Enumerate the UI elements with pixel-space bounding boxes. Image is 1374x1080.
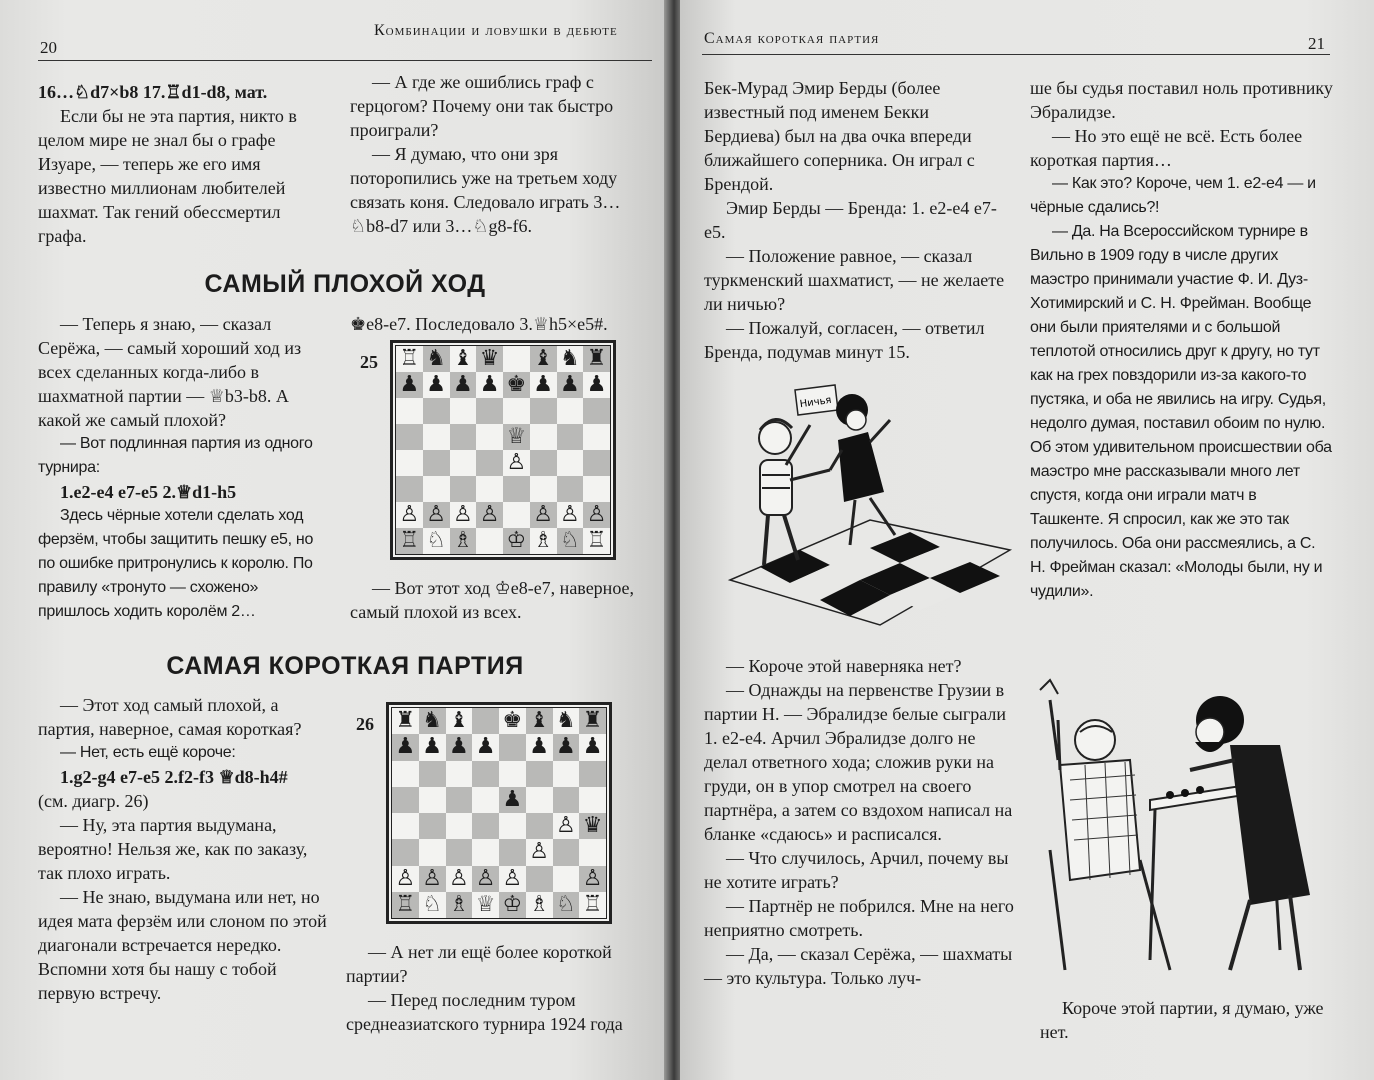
chess-piece: ♔ bbox=[503, 528, 530, 554]
chess-piece: ♞ bbox=[419, 708, 446, 734]
chess-square bbox=[499, 813, 526, 839]
paragraph: — Нет, есть ещё короче: bbox=[60, 744, 236, 761]
paragraph: — Однажды на первенстве Грузии в партии Н. — Эбралидзе белые сыграли 1. e2-e4. Арчил Эбралидзе долго не делал ответного хода; сложив руки на груди, он в упор смотрел на своего партнёра, а затем со вздохом написал на бланке «сдаюсь» и расписался. bbox=[704, 680, 1013, 844]
chess-piece: ♟ bbox=[446, 734, 473, 760]
chess-piece: ♗ bbox=[526, 892, 553, 918]
paragraph: — Ну, эта партия выдумана, вероятно! Нельзя же, как по заказу, так плохо играть. bbox=[38, 815, 308, 883]
right-head-rule bbox=[702, 54, 1330, 55]
cartoon-handshake-draw bbox=[720, 380, 1020, 630]
chess-square bbox=[557, 450, 584, 476]
left-head-rule bbox=[38, 60, 652, 61]
chess-square bbox=[472, 813, 499, 839]
chess-piece: ♕ bbox=[503, 424, 530, 450]
chess-piece: ♝ bbox=[530, 346, 557, 372]
chess-square bbox=[472, 839, 499, 865]
chess-piece: ♟ bbox=[499, 787, 526, 813]
paragraph: (см. диагр. 26) bbox=[38, 791, 149, 811]
chess-piece: ♙ bbox=[526, 839, 553, 865]
diagram-25-number: 25 bbox=[360, 352, 378, 372]
chess-square bbox=[476, 424, 503, 450]
chess-piece: ♖ bbox=[392, 892, 419, 918]
chess-piece: ♖ bbox=[579, 892, 606, 918]
chess-square bbox=[530, 398, 557, 424]
chess-square bbox=[526, 761, 553, 787]
chess-piece: ♚ bbox=[499, 708, 526, 734]
chess-square bbox=[503, 398, 530, 424]
chess-square bbox=[423, 398, 450, 424]
chess-square bbox=[499, 734, 526, 760]
chess-piece: ♟ bbox=[476, 372, 503, 398]
right-column2-bottom bbox=[1040, 996, 1340, 1044]
paragraph: — А нет ли ещё более короткой партии? bbox=[346, 942, 612, 986]
chess-piece: ♙ bbox=[503, 450, 530, 476]
chess-square bbox=[503, 476, 530, 502]
chess-square bbox=[392, 761, 419, 787]
chess-piece: ♟ bbox=[526, 734, 553, 760]
chess-piece: ♜ bbox=[392, 708, 419, 734]
draw-flag-text: Ничья bbox=[799, 394, 833, 411]
chess-square bbox=[503, 502, 530, 528]
chess-square bbox=[553, 787, 580, 813]
chess-square bbox=[503, 346, 530, 372]
chess-square bbox=[423, 476, 450, 502]
chess-square bbox=[423, 424, 450, 450]
chess-piece: ♙ bbox=[419, 866, 446, 892]
left-column1-top bbox=[38, 80, 330, 248]
chess-square bbox=[396, 398, 423, 424]
chess-square bbox=[446, 761, 473, 787]
chess-square bbox=[583, 450, 610, 476]
chess-square bbox=[553, 866, 580, 892]
chess-piece: ♙ bbox=[396, 502, 423, 528]
paragraph: — Но это ещё не всё. Есть более короткая партия… bbox=[1030, 126, 1303, 170]
chess-square bbox=[530, 476, 557, 502]
chess-square bbox=[419, 813, 446, 839]
chess-square bbox=[472, 787, 499, 813]
paragraph: — Теперь я знаю, — сказал Серёжа, — самый хороший ход из всех сделанных когда-либо в шахматной партии — ♕b3-b8. А какой же самый плохой? bbox=[38, 314, 302, 430]
chess-square bbox=[530, 450, 557, 476]
chess-square bbox=[557, 398, 584, 424]
left-running-head: Комбинации и ловушки в дебюте bbox=[374, 22, 618, 39]
paragraph: — Вот подлинная партия из одного турнира: bbox=[38, 435, 313, 476]
chess-piece: ♜ bbox=[583, 346, 610, 372]
chess-piece: ♖ bbox=[396, 528, 423, 554]
chess-piece: ♟ bbox=[530, 372, 557, 398]
paragraph: Короче этой партии, я думаю, уже нет. bbox=[1040, 998, 1324, 1042]
chess-piece: ♕ bbox=[472, 892, 499, 918]
chess-square bbox=[392, 787, 419, 813]
right-column1-bottom bbox=[704, 654, 1016, 990]
chess-square bbox=[472, 708, 499, 734]
right-column1-top bbox=[704, 76, 1008, 364]
chess-square bbox=[579, 787, 606, 813]
left-column1-bottom bbox=[38, 693, 330, 1005]
paragraph: 16…♘d7×b8 17.♖d1-d8, мат. bbox=[38, 82, 268, 102]
chess-square bbox=[583, 476, 610, 502]
chess-square bbox=[583, 398, 610, 424]
chess-piece: ♗ bbox=[446, 892, 473, 918]
chess-square bbox=[476, 398, 503, 424]
chess-piece: ♟ bbox=[392, 734, 419, 760]
paragraph: — Что случилось, Арчил, почему вы не хотите играть? bbox=[704, 848, 1009, 892]
chess-square bbox=[526, 787, 553, 813]
chess-piece: ♞ bbox=[553, 708, 580, 734]
chess-square bbox=[423, 450, 450, 476]
chess-square bbox=[557, 424, 584, 450]
chess-square bbox=[583, 424, 610, 450]
paragraph: — Да, — сказал Серёжа, — шахматы — это культура. Только луч- bbox=[704, 944, 1013, 988]
paragraph: — Я думаю, что они зря поторопились уже на третьем ходу связать коня. Следовало играть 3…♘b8-d7 или 3…♘g8-f6. bbox=[350, 144, 621, 236]
chess-square bbox=[450, 450, 477, 476]
left-column2-middle bbox=[350, 312, 650, 336]
chess-square bbox=[553, 761, 580, 787]
chess-square bbox=[499, 761, 526, 787]
chess-square bbox=[499, 839, 526, 865]
chess-piece: ♙ bbox=[579, 866, 606, 892]
paragraph: — Пожалуй, согласен, — ответил Бренда, подумав минут 15. bbox=[704, 318, 985, 362]
heading-shortest-game: САМАЯ КОРОТКАЯ ПАРТИЯ bbox=[166, 652, 524, 680]
chess-square bbox=[396, 476, 423, 502]
chess-square bbox=[476, 528, 503, 554]
chess-piece: ♟ bbox=[450, 372, 477, 398]
chess-square bbox=[450, 476, 477, 502]
right-page-number: 21 bbox=[1308, 34, 1325, 53]
chess-piece: ♙ bbox=[530, 502, 557, 528]
chess-square bbox=[526, 813, 553, 839]
chess-square bbox=[419, 787, 446, 813]
heading-worst-move: САМЫЙ ПЛОХОЙ ХОД bbox=[204, 270, 486, 298]
paragraph: — Перед последним туром среднеазиатского турнира 1924 года bbox=[346, 990, 623, 1034]
chess-piece: ♟ bbox=[553, 734, 580, 760]
chess-square bbox=[392, 839, 419, 865]
chess-square bbox=[553, 839, 580, 865]
chess-piece: ♝ bbox=[526, 708, 553, 734]
paragraph: — Короче этой наверняка нет? bbox=[726, 656, 962, 676]
chess-piece: ♗ bbox=[450, 528, 477, 554]
chess-square bbox=[419, 761, 446, 787]
chess-diagram-25 bbox=[390, 340, 616, 560]
paragraph: Здесь чёрные хотели сделать ход ферзём, чтобы защитить пешку e5, но по ошибке притронулись к королю. По правилу «тронуто — схожено» пришлось ходить королём 2… bbox=[38, 507, 314, 620]
chess-piece: ♟ bbox=[583, 372, 610, 398]
paragraph: Эмир Берды — Бренда: 1. e2-e4 e7-e5. bbox=[704, 198, 997, 242]
chess-piece: ♘ bbox=[557, 528, 584, 554]
chess-square bbox=[557, 476, 584, 502]
chess-square bbox=[446, 813, 473, 839]
chess-piece: ♙ bbox=[450, 502, 477, 528]
paragraph: — Не знаю, выдумана или нет, но идея мата ферзём или слоном по этой диагонали встречается нередко. Вспомни хотя бы нашу с тобой первую встречу. bbox=[38, 887, 327, 1003]
right-column2-top bbox=[1030, 76, 1334, 604]
paragraph: — Этот ход самый плохой, а партия, наверное, самая короткая? bbox=[38, 695, 302, 739]
chess-square bbox=[392, 813, 419, 839]
chess-piece: ♝ bbox=[450, 346, 477, 372]
left-column2-top bbox=[350, 70, 650, 238]
chess-piece: ♟ bbox=[579, 734, 606, 760]
chess-piece: ♞ bbox=[423, 346, 450, 372]
chess-square bbox=[450, 398, 477, 424]
chess-piece: ♙ bbox=[392, 866, 419, 892]
paragraph: — А где же ошиблись граф с герцогом? Почему они так быстро проиграли? bbox=[350, 72, 614, 140]
chess-piece: ♝ bbox=[446, 708, 473, 734]
chess-piece: ♙ bbox=[583, 502, 610, 528]
chess-piece: ♖ bbox=[396, 346, 423, 372]
chess-piece: ♙ bbox=[446, 866, 473, 892]
chess-piece: ♗ bbox=[530, 528, 557, 554]
left-column2-after-diagram bbox=[350, 576, 650, 624]
paragraph: — Вот этот ход ♔e8-e7, наверное, самый плохой из всех. bbox=[350, 578, 635, 622]
paragraph: Если бы не эта партия, никто в целом мире не знал бы о графе Изуаре, — теперь же его имя известно миллионам любителей шахмат. Так гений обессмертил графа. bbox=[38, 106, 297, 246]
left-page-number: 20 bbox=[40, 38, 57, 57]
chess-square bbox=[446, 839, 473, 865]
right-running-head: Самая короткая партия bbox=[704, 30, 880, 47]
chess-square bbox=[579, 839, 606, 865]
chess-square bbox=[450, 424, 477, 450]
chess-square bbox=[396, 424, 423, 450]
chess-piece: ♔ bbox=[499, 892, 526, 918]
chess-square bbox=[530, 424, 557, 450]
chess-piece: ♞ bbox=[557, 346, 584, 372]
paragraph: — Положение равное, — сказал туркменский шахматист, — не желаете ли ничью? bbox=[704, 246, 1005, 314]
diagram-26-number: 26 bbox=[356, 714, 374, 734]
chess-piece: ♜ bbox=[579, 708, 606, 734]
chess-piece: ♙ bbox=[472, 866, 499, 892]
chess-piece: ♚ bbox=[503, 372, 530, 398]
paragraph: ♚e8-e7. Последовало 3.♕h5×e5#. bbox=[350, 314, 608, 334]
chess-piece: ♘ bbox=[419, 892, 446, 918]
paragraph: — Да. На Всероссийском турнире в Вильно в 1909 году в числе других маэстро принимали участие Ф. И. Дуз-Хотимирский и С. Н. Фрейман. Вообще они были приятелями и с большой теплотой относились друг к другу, но тут как на грех повздорили из-за какого-то пустяка, и оба не явились на игру. Судья, недолго думая, поставил обоим по нулю. Об этом удивительном происшествии оба маэстро мне рассказывали много лет спустя, когда они играли матч в Ташкенте. Я спросил, как же это так получилось. Оба они рассмеялись, а С. Н. Фрейман сказал: «Молоды были, ну и чудили». bbox=[1030, 223, 1332, 600]
chess-diagram-26 bbox=[386, 702, 612, 924]
paragraph: ше бы судья поставил ноль противнику Эбралидзе. bbox=[1030, 78, 1333, 122]
paragraph: — Как это? Короче, чем 1. e2-e4 — и чёрные сдались?! bbox=[1030, 175, 1316, 216]
chess-piece: ♟ bbox=[557, 372, 584, 398]
chess-square bbox=[476, 476, 503, 502]
chess-piece: ♙ bbox=[557, 502, 584, 528]
chess-piece: ♟ bbox=[423, 372, 450, 398]
chess-piece: ♘ bbox=[423, 528, 450, 554]
chess-square bbox=[446, 787, 473, 813]
chess-piece: ♙ bbox=[423, 502, 450, 528]
chess-square bbox=[396, 450, 423, 476]
chess-square bbox=[526, 866, 553, 892]
paragraph: — Партнёр не побрился. Мне на него неприятно смотреть. bbox=[704, 896, 1014, 940]
chess-square bbox=[472, 761, 499, 787]
chess-piece: ♙ bbox=[553, 813, 580, 839]
chess-piece: ♘ bbox=[553, 892, 580, 918]
chess-piece: ♖ bbox=[583, 528, 610, 554]
chess-square bbox=[476, 450, 503, 476]
chess-piece: ♛ bbox=[476, 346, 503, 372]
chess-piece: ♙ bbox=[499, 866, 526, 892]
chess-piece: ♛ bbox=[579, 813, 606, 839]
paragraph: 1.e2-e4 e7-e5 2.♕d1-h5 bbox=[60, 482, 237, 502]
paragraph: Бек-Мурад Эмир Берды (более известный под именем Бекки Бердиева) был на два очка впереди ближайшего соперника. Он играл с Брендой. bbox=[704, 78, 975, 194]
chess-piece: ♙ bbox=[476, 502, 503, 528]
chess-piece: ♟ bbox=[419, 734, 446, 760]
left-column1-middle bbox=[38, 312, 330, 624]
cartoon-chess-players bbox=[1030, 670, 1330, 980]
chess-square bbox=[419, 839, 446, 865]
chess-piece: ♟ bbox=[396, 372, 423, 398]
chess-piece: ♟ bbox=[472, 734, 499, 760]
left-column2-bottom bbox=[346, 940, 650, 1036]
paragraph: 1.g2-g4 e7-e5 2.f2-f3 ♕d8-h4# bbox=[60, 767, 288, 787]
chess-square bbox=[579, 761, 606, 787]
